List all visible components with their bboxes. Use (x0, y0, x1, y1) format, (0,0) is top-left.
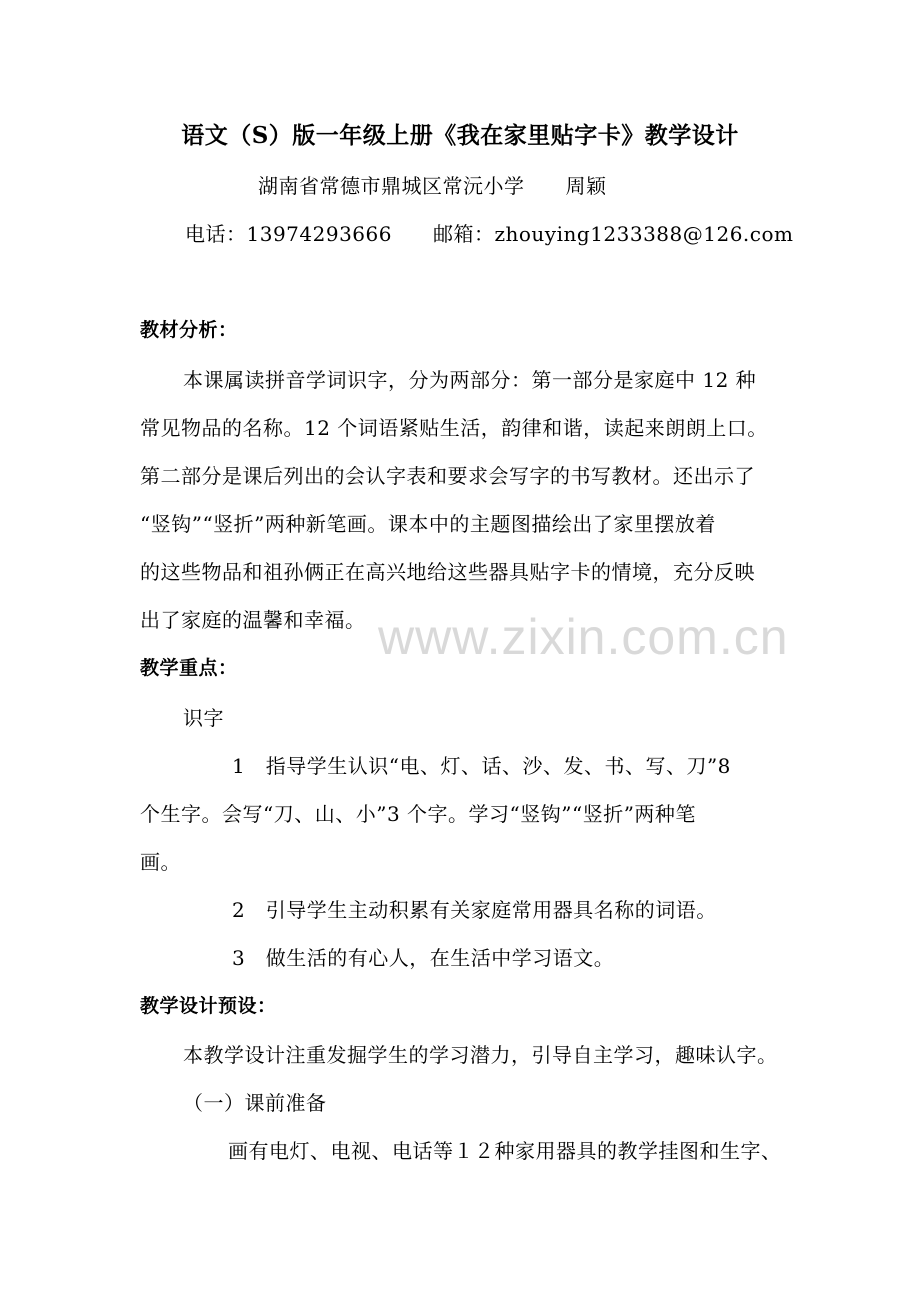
focus-line: 2 引导学生主动积累有关家庭常用器具名称的词语。 (232, 898, 717, 922)
focus-line: 个生字。会写“刀、山、小”3 个字。学习“竖钩”“竖折”两种笔 (140, 802, 696, 826)
analysis-line: 第二部分是课后列出的会认字表和要求会写字的书写教材。还出示了 (140, 464, 755, 488)
design-line: 画有电灯、电视、电话等１２种家用器具的教学挂图和生字、 (228, 1139, 782, 1163)
document-title: 语文（S）版一年级上册《我在家里贴字卡》教学设计 (181, 122, 739, 149)
analysis-line: “竖钩”“竖折”两种新笔画。课本中的主题图描绘出了家里摆放着 (140, 512, 716, 536)
analysis-line: 常见物品的名称。12 个词语紧贴生活，韵律和谐，读起来朗朗上口。 (140, 416, 768, 440)
contact-line: 电话：13974293666 邮箱：zhouying1233388@126.com (185, 222, 794, 246)
focus-subheading: 识字 (183, 706, 224, 730)
focus-line: 画。 (140, 850, 181, 874)
analysis-heading: 教材分析： (140, 319, 238, 341)
design-heading: 教学设计预设： (140, 995, 277, 1017)
focus-heading: 教学重点： (140, 657, 238, 679)
focus-line: 1 指导学生认识“电、灯、话、沙、发、书、写、刀”8 (232, 754, 731, 778)
design-line: 本教学设计注重发掘学生的学习潜力，引导自主学习，趣味认字。 (183, 1043, 778, 1067)
analysis-line: 的这些物品和祖孙俩正在高兴地给这些器具贴字卡的情境，充分反映 (140, 560, 755, 584)
design-line: （一）课前准备 (183, 1091, 327, 1115)
analysis-line: 出了家庭的温馨和幸福。 (140, 608, 366, 632)
focus-line: 3 做生活的有心人，在生活中学习语文。 (232, 946, 615, 970)
author-line: 湖南省常德市鼎城区常沅小学 周颖 (258, 174, 607, 198)
analysis-line: 本课属读拼音学词识字，分为两部分：第一部分是家庭中 12 种 (183, 368, 757, 392)
watermark: www.zixin.com.cn (378, 609, 789, 665)
